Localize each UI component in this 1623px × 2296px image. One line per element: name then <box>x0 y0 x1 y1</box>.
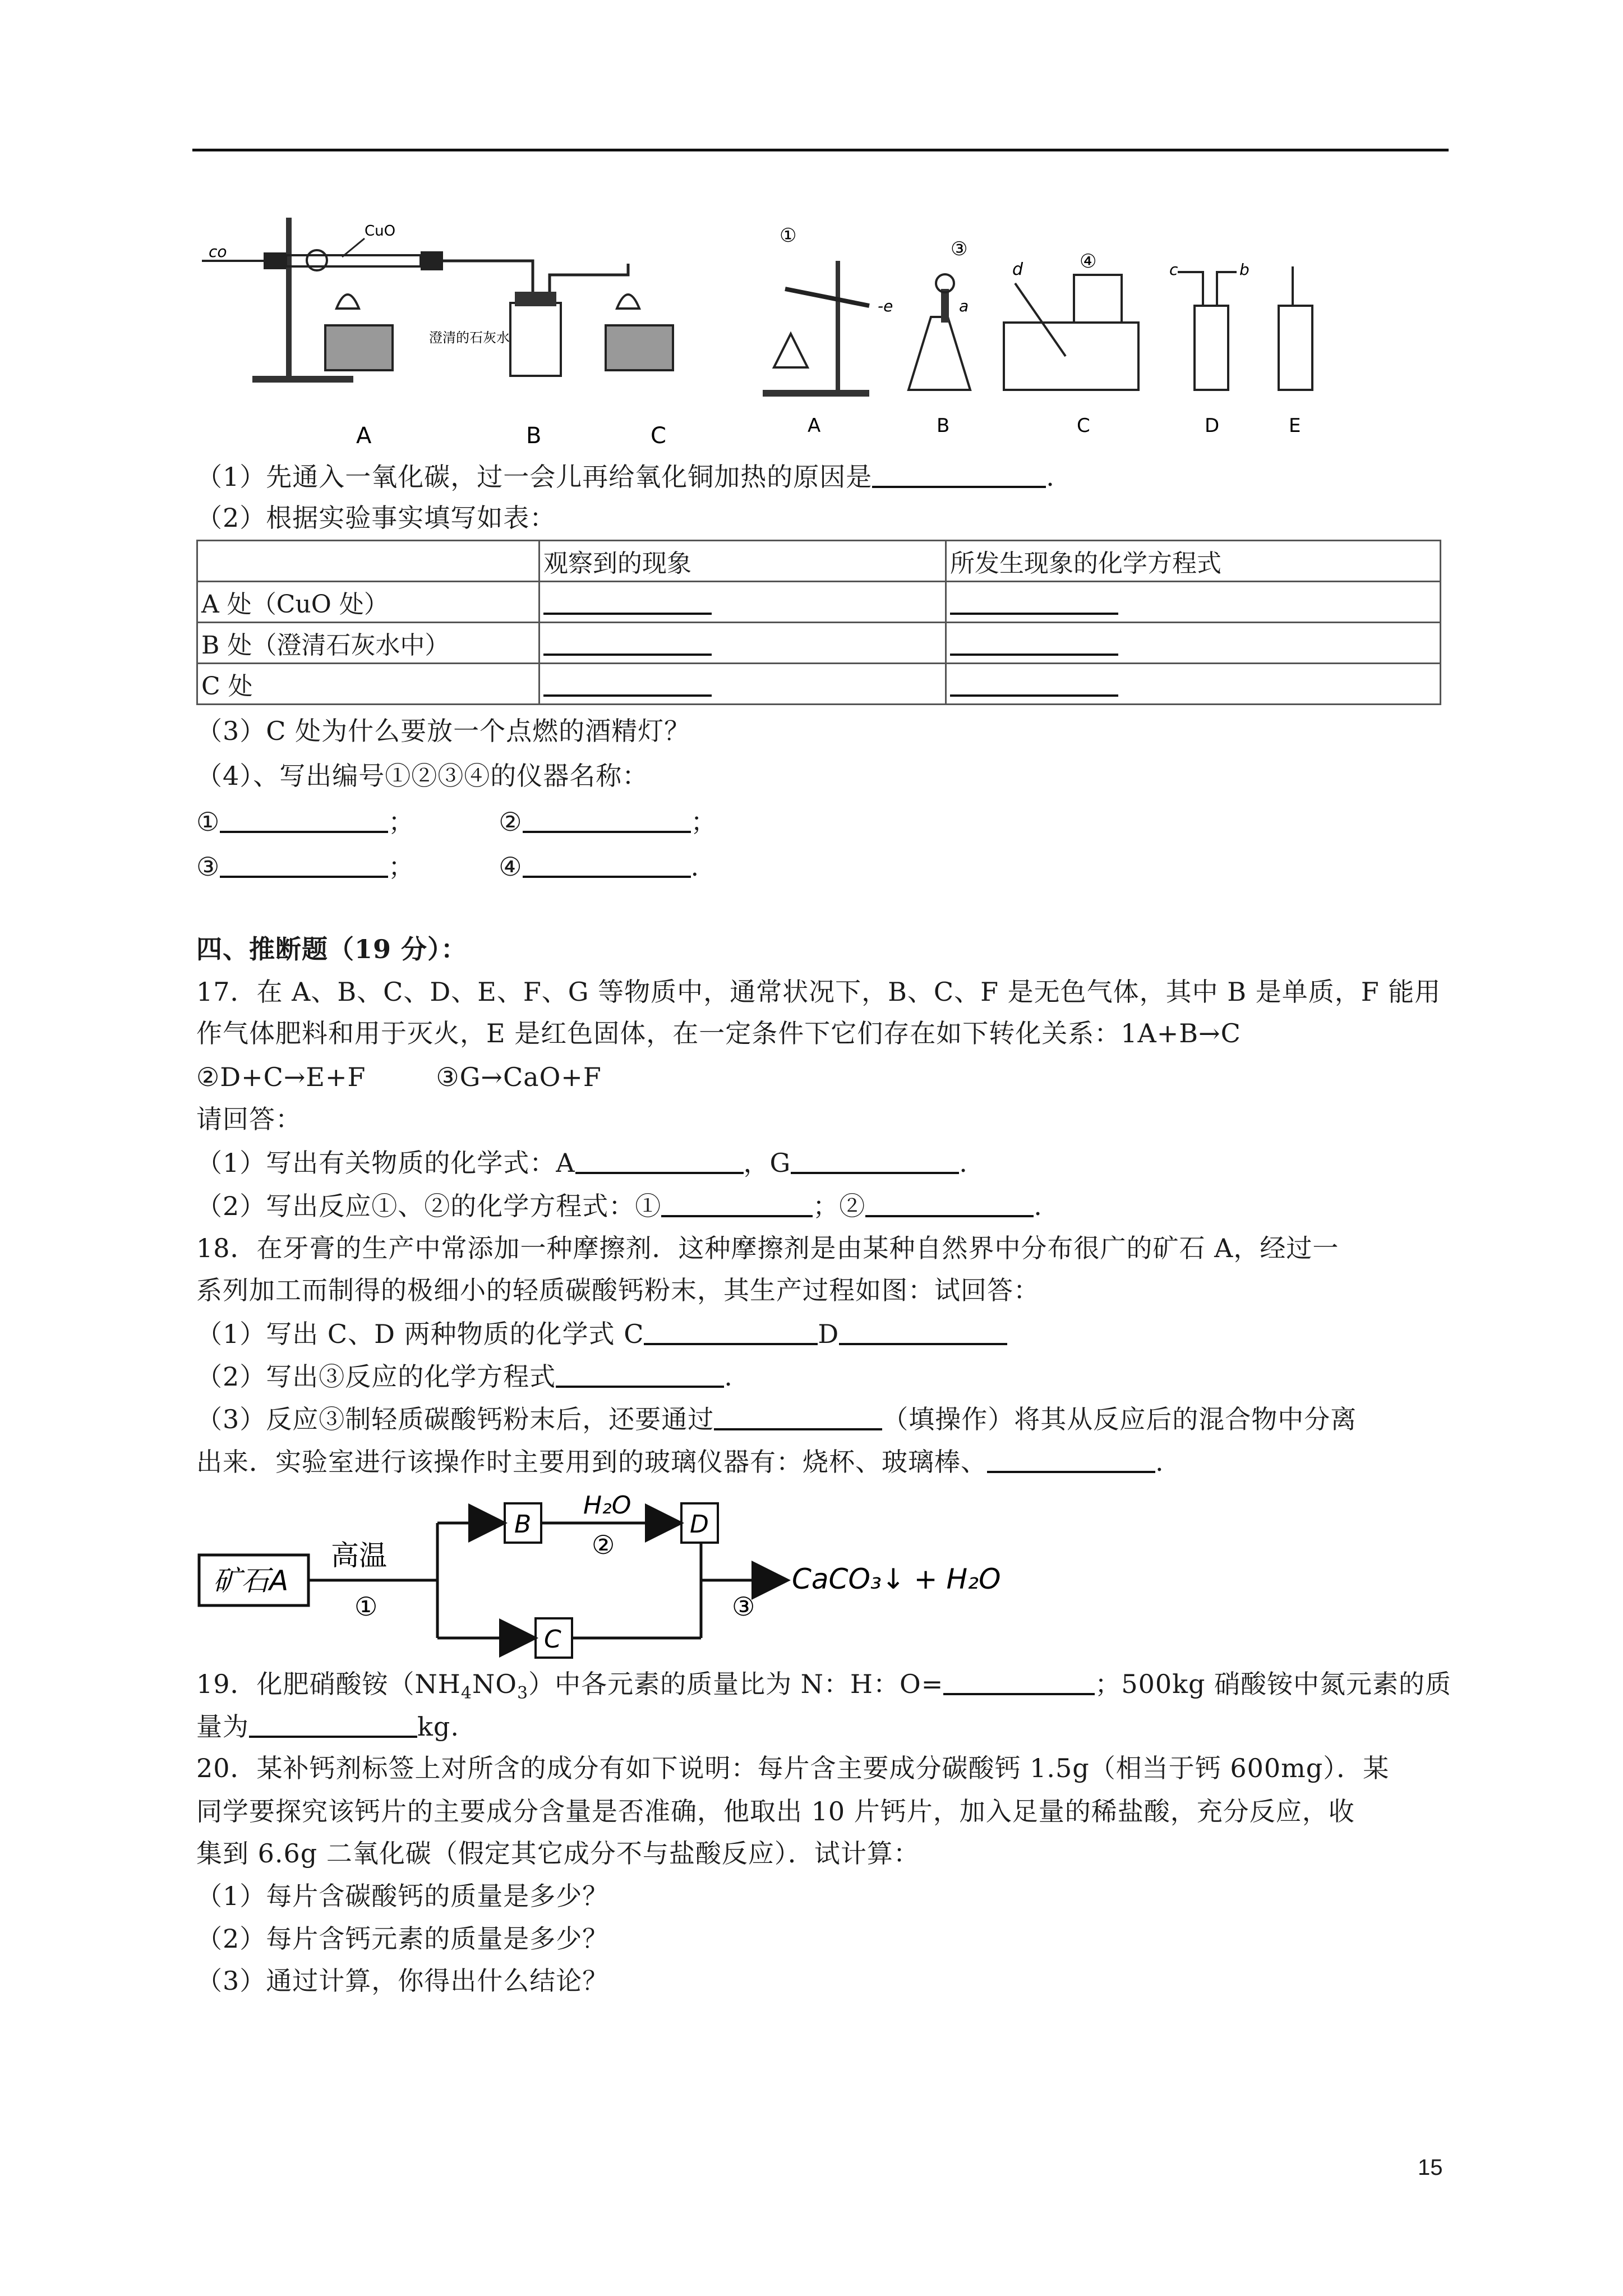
q20-part2: （2）每片含钙元素的质量是多少？ <box>196 1924 609 1954</box>
q17-line3: ②D+C→E+F ③G→CaO+F <box>196 1062 602 1092</box>
q16-part4: （4）、写出编号①②③④的仪器名称： <box>196 761 649 791</box>
table-row: C 处 <box>197 664 1441 705</box>
circled-4: ④ <box>1080 250 1097 273</box>
lab-instruments-figure <box>751 222 1363 440</box>
answer-blank[interactable] <box>249 1709 417 1738</box>
label-c-right: C <box>1077 415 1090 437</box>
answer-blank[interactable] <box>523 804 691 833</box>
q19-line2: 量为 kg. <box>196 1709 459 1743</box>
svg-text:-e: -e <box>878 297 893 315</box>
answer-blank[interactable] <box>661 1188 813 1217</box>
limewater-label: 澄清的石灰水 <box>429 330 510 346</box>
q20-part3: （3）通过计算，你得出什么结论？ <box>196 1966 609 1996</box>
q16-instrument-row1: ① ； ② ； <box>196 804 717 839</box>
table-row: A 处（CuO 处） <box>197 582 1441 623</box>
label-d-right: D <box>1205 415 1220 437</box>
answer-blank[interactable] <box>943 1666 1095 1695</box>
cuo-label: CuO <box>365 223 396 240</box>
q17-line2: 作气体肥料和用于灭火，E 是红色固体，在一定条件下它们存在如下转化关系：1A+B→C <box>196 1018 1241 1048</box>
q17-part1: （1）写出有关物质的化学式：A ，G . <box>196 1145 968 1180</box>
product-label: CaCO₃↓ + H₂O <box>792 1563 1001 1595</box>
label-b: B <box>526 423 542 449</box>
svg-text:D: D <box>690 1510 709 1539</box>
circled-3: ③ <box>951 238 968 260</box>
answer-blank[interactable] <box>644 1316 818 1345</box>
step-2-label: ② <box>592 1530 615 1560</box>
q18-part1: （1）写出 C、D 两种物质的化学式 C D <box>196 1316 1007 1351</box>
answer-blank[interactable] <box>543 668 712 697</box>
answer-blank[interactable] <box>220 804 388 833</box>
label-a: A <box>356 423 372 449</box>
co-reduction-apparatus-figure <box>196 213 735 449</box>
q20-line1: 20．某补钙剂标签上对所含的成分有如下说明：每片含主要成分碳酸钙 1.5g（相当于钙 600mg）．某 <box>196 1753 1390 1783</box>
table-row: 观察到的现象 所发生现象的化学方程式 <box>197 541 1441 582</box>
letter-b: b <box>1239 260 1249 279</box>
answer-blank[interactable] <box>839 1316 1007 1345</box>
answer-blank[interactable] <box>987 1444 1155 1473</box>
answer-blank[interactable] <box>543 627 712 656</box>
q16-part1: （1）先通入一氧化碳，过一会儿再给氧化铜加热的原因是 . <box>196 459 1055 494</box>
answer-blank[interactable] <box>714 1401 882 1430</box>
label-c: C <box>651 423 666 449</box>
letter-c: c <box>1169 260 1178 279</box>
page-number: 15 <box>1418 2155 1443 2180</box>
q18-line1: 18．在牙膏的生产中常添加一种摩擦剂．这种摩擦剂是由某种自然界中分布很广的矿石 A，经过一 <box>196 1233 1339 1263</box>
gas-label: co <box>209 242 227 261</box>
answer-blank[interactable] <box>872 459 1046 488</box>
section-heading: 四、推断题（19 分）： <box>196 934 468 964</box>
letter-a: a <box>959 297 969 315</box>
answer-blank[interactable] <box>556 1359 724 1388</box>
q20-line2: 同学要探究该钙片的主要成分含量是否准确，他取出 10 片钙片，加入足量的稀盐酸，充分反应，收 <box>196 1796 1355 1826</box>
water-label: H₂O <box>583 1492 631 1520</box>
q18-part2: （2）写出③反应的化学方程式 . <box>196 1359 733 1393</box>
q17-line1: 17．在 A、B、C、D、E、F、G 等物质中，通常状况下，B、C、F 是无色气体，其中 B 是单质，F 能用 <box>196 977 1441 1007</box>
letter-d: d <box>1012 260 1023 279</box>
answer-blank[interactable] <box>950 668 1118 697</box>
q16-part3: （3）C 处为什么要放一个点燃的酒精灯？ <box>196 716 691 746</box>
q18-line2: 系列加工而制得的极细小的轻质碳酸钙粉末，其生产过程如图：试回答： <box>196 1275 1040 1305</box>
ore-label: 矿石A <box>213 1565 289 1597</box>
answer-blank[interactable] <box>791 1145 959 1174</box>
step-1-label: ① <box>354 1591 378 1622</box>
q20-part1: （1）每片含碳酸钙的质量是多少？ <box>196 1881 609 1911</box>
answer-blank[interactable] <box>575 1145 744 1174</box>
answer-blank[interactable] <box>220 849 388 878</box>
q20-line3: 集到 6.6g 二氧化碳（假定其它成分不与盐酸反应）．试计算： <box>196 1838 920 1869</box>
production-flowchart <box>196 1492 1038 1660</box>
header-rule <box>192 149 1449 151</box>
circled-1: ① <box>780 224 797 247</box>
answer-blank[interactable] <box>950 627 1118 656</box>
q18-part3-cont: 出来．实验室进行该操作时主要用到的玻璃仪器有：烧杯、玻璃棒、 . <box>196 1444 1164 1479</box>
q17-line4: 请回答： <box>196 1104 302 1134</box>
table-row: B 处（澄清石灰水中） <box>197 623 1441 664</box>
answer-blank[interactable] <box>865 1188 1034 1217</box>
q16-part2: （2）根据实验事实填写如表： <box>196 503 556 533</box>
answer-blank[interactable] <box>543 586 712 615</box>
label-b-right: B <box>937 415 950 437</box>
heat-label: 高温 <box>331 1539 387 1572</box>
q19-line1: 19．化肥硝酸铵$(NH_4NO_3)$中各元素的质量比为 N：H：O= ；500kg 硝酸铵中氮元素的质 <box>196 1666 1451 1710</box>
svg-text:C: C <box>544 1625 561 1654</box>
observation-table <box>196 540 1441 705</box>
q17-part2: （2）写出反应①、②的化学方程式：① ；② . <box>196 1188 1043 1223</box>
svg-text:B: B <box>514 1510 532 1539</box>
step-3-label: ③ <box>732 1591 755 1622</box>
label-e-right: E <box>1289 415 1301 437</box>
label-a-right: A <box>808 415 821 437</box>
answer-blank[interactable] <box>950 586 1118 615</box>
answer-blank[interactable] <box>523 849 691 878</box>
q18-part3: （3）反应③制轻质碳酸钙粉末后，还要通过 （填操作）将其从反应后的混合物中分离 <box>196 1401 1357 1436</box>
q16-instrument-row2: ③ ； ④ . <box>196 849 699 884</box>
